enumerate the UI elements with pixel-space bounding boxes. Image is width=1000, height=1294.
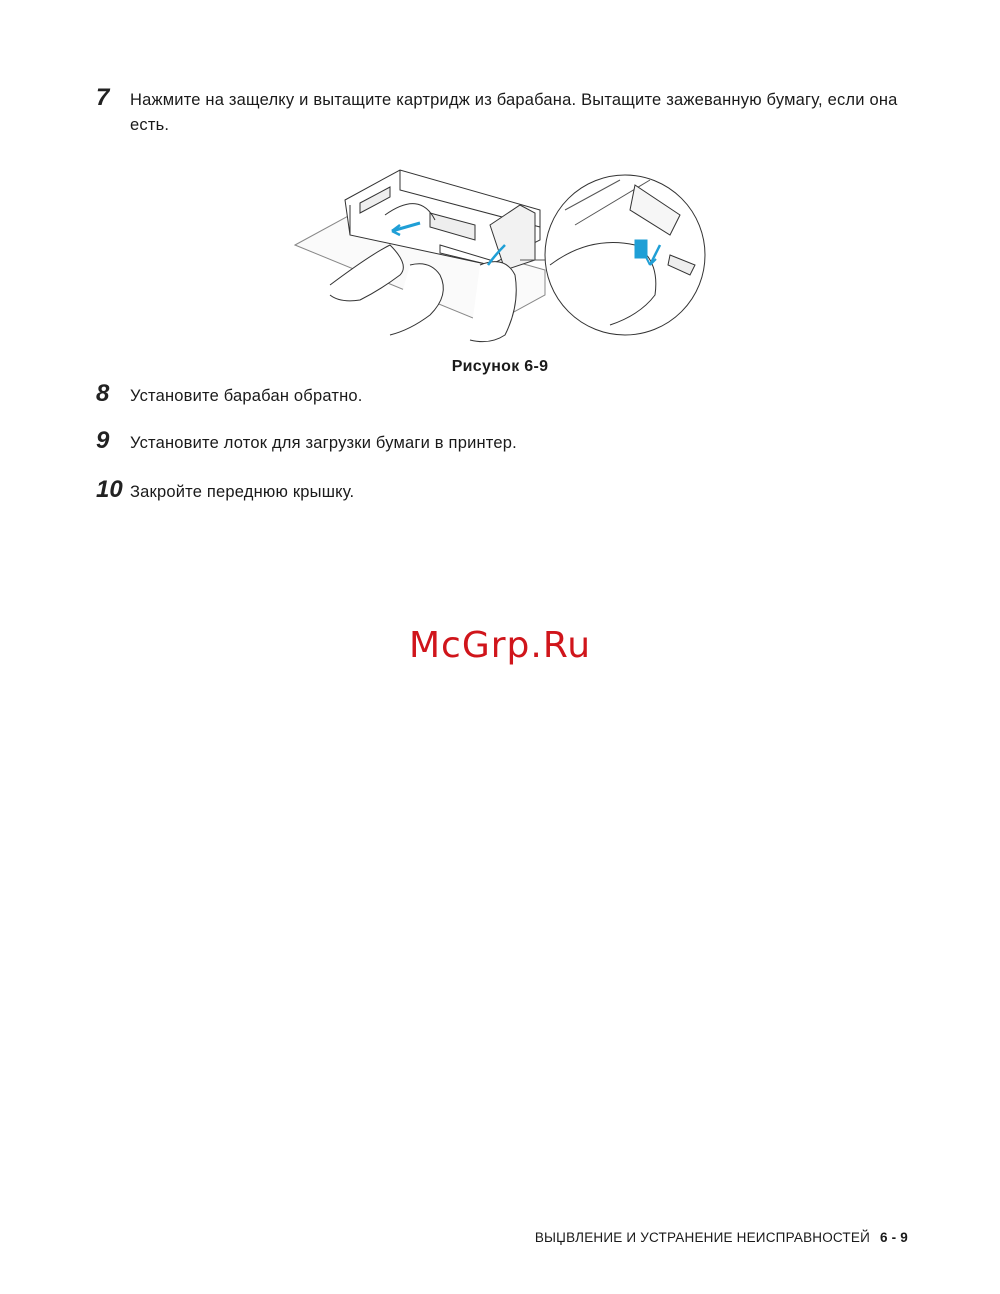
step-number: 10	[96, 476, 123, 503]
step-text: Нажмите на защелку и вытащите картридж из барабана. Вытащите зажеванную бумагу, если она есть.	[130, 91, 898, 134]
step-text: Установите барабан обратно.	[130, 387, 363, 405]
step-number: 9	[96, 427, 110, 454]
footer-section-title: ВЫЏВЛЕНИЕ И УСТРАНЕНИЕ НЕИСПРАВНОСТЕЙ	[534, 1230, 870, 1245]
step-text: Закройте переднюю крышку.	[130, 483, 355, 501]
step-text: Установите лоток для загрузки бумаги в принтер.	[130, 434, 517, 452]
step-number: 8	[96, 380, 110, 407]
cartridge-illustration	[290, 165, 720, 365]
step-9	[96, 427, 910, 456]
page-number: 6 - 9	[879, 1230, 908, 1245]
step-8	[96, 380, 910, 409]
step-7	[96, 84, 910, 138]
figure-caption: Рисунок 6-9	[451, 358, 549, 375]
figure-cartridge-removal	[290, 165, 720, 365]
watermark: McGrp.Ru	[408, 625, 592, 666]
step-10	[96, 476, 910, 505]
step-number: 7	[96, 84, 110, 111]
page-footer	[535, 1230, 908, 1245]
